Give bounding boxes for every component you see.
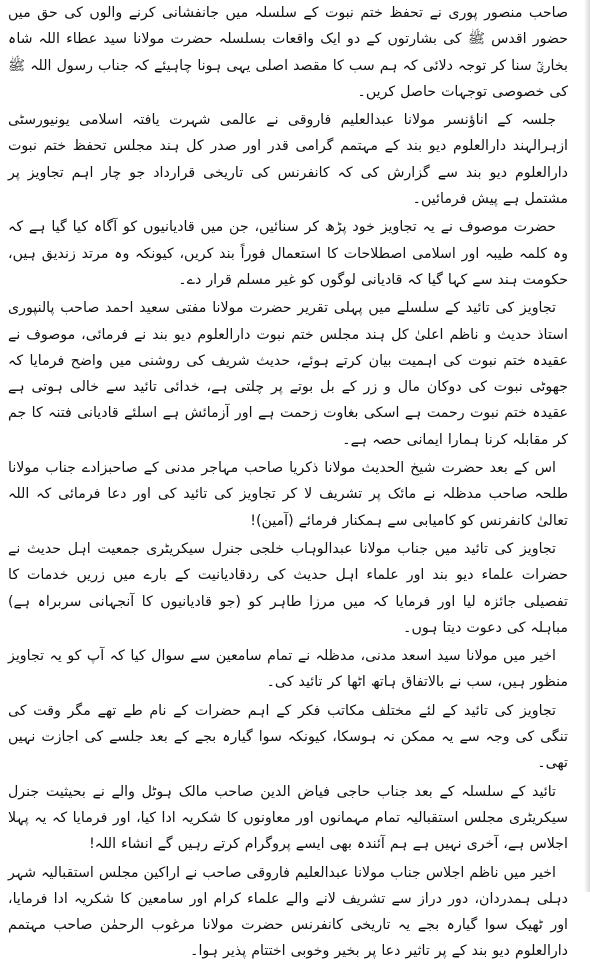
paragraph-3: حضرت موصوف نے یہ تجاویز خود پڑھ کر سنائیں، جن میں قادیانیوں کو آگاہ کیا گیا ہے کہ وہ کلمہ طیبہ اور اسلامی اصطلاحات کا استعمال فوراً بند کریں، کیونکہ وہ مرتد زندیق ہیں، حکومت ہند سے کہا گیا کہ قادیانی لوگوں کو غیر مسلم قرار دے۔ xyxy=(8,219,568,288)
paragraph-10: اخیر میں ناظم اجلاس جناب مولانا عبدالعلیم فاروقی صاحب نے اراکین مجلس استقبالیہ شہر دہلی ہمدردان، دور دراز سے تشریف لانے والے علماء کرام اور سامعین کا شکریہ ادا فرمایا، اور ٹھیک سوا گیارہ بجے یہ تاریخی کانفرنس حضرت مولانا مرغوب الرحمٰن صاحب مہتمم دارالعلوم دیو بند کے پر تاثیر دعا پر بخیر وخوبی اختتام پذیر ہوا۔ xyxy=(8,864,568,960)
paragraph-6: تجاویز کی تائید میں جناب مولانا عبدالوہاب خلجی جنرل سیکریٹری جمعیت اہل حدیث نے حضرات علماء دیو بند اور علماء اہل حدیث کی ردقادیانیت کے بارے میں زریں خدمات کا تفصیلی جائزہ لیا اور فرمایا کہ میں مرزا طاہر کو (جو قادیانیوں کا آنجہانی سربراہ ہے) مباہلہ کی دعوت دیتا ہوں۔ xyxy=(8,540,568,636)
page-edge-shadow xyxy=(584,0,590,892)
paragraph-5: اس کے بعد حضرت شیخ الحدیث مولانا ذکریا صاحب مہاجر مدنی کے صاحبزادے جناب مولانا طلحہ صاحب مدظلہ نے مائک پر تشریف لا کر تجاویز کی تائید کی اور دعا فرمائی کہ اللہ تعالیٰ کانفرنس کو کامیابی سے ہمکنار فرمائے (آمین)! xyxy=(8,460,568,529)
paragraph-1: صاحب منصور پوری نے تحفظ ختم نبوت کے سلسلہ میں جانفشانی کرنے والوں کی حق میں حضور اقدس ﷺ کی بشارتوں کے دو ایک واقعات بسلسلہ حضرت مولانا سید عطاء اللہ شاہ بخاریؒ سنا کر توجہ دلائی کہ ہم سب کا مقصد اصلی یہی ہونا چاہیئے کہ جناب رسول اللہ ﷺ کی خصوصی توجہات حاصل کریں۔ xyxy=(8,5,568,100)
paragraph-8: تجاویز کی تائید کے لئے مختلف مکاتب فکر کے اہم حضرات کے نام طے تھے مگر وقت کی تنگی کی وجہ سے یہ ممکن نہ ہوسکا، کیونکہ سوا گیارہ بجے کے بعد جلسے کی اجازت نہیں تھی۔ xyxy=(8,702,568,772)
paragraph-4: تجاویز کی تائید کے سلسلے میں پہلی تقریر حضرت مولانا مفتی سعید احمد صاحب پالنپوری استاذ حدیث و ناظم اعلیٰ کل ہند مجلس ختم نبوت دارالعلوم دیو بند نے فرمائی، موصوف نے عقیدہ ختم نبوت کی اہمیت بیان کرتے ہوئے، حدیث شریف کی روشنی میں واضح فرمایا کہ جھوٹی نبوت کی دوکان مال و زر کے بل بوتے پر چلتی ہے، خدائی تائید سے خالی ہوتی ہے عقیدہ ختم نبوت رحمت ہے اسکی بغاوت زحمت ہے اور آزمائش ہے اسلئے قادیانی فتنہ کا جم کر مقابلہ کرنا ہمارا ایمانی حصہ ہے۔ xyxy=(8,300,568,448)
paragraph-7: اخیر میں مولانا سید اسعد مدنی، مدظلہ نے تمام سامعین سے سوال کیا کہ آپ کو یہ تجاویز منظور ہیں، سب نے بالاتفاق ہاتھ اٹھا کر تائید کی۔ xyxy=(8,648,568,691)
paragraph-2: جلسہ کے اناؤنسر مولانا عبدالعلیم فاروقی نے عالمی شہرت یافتہ اسلامی یونیورسٹی ازہرالہند دارالعلوم دیو بند کے مہتمم گرامی قدر اور صدر کل ہند مجلس تحفظ ختم نبوت دارالعلوم دیو بند سے گزارش کی کہ کانفرنس کی تاریخی قرارداد جو چار اہم تجاویز پر مشتمل ہے پیش فرمائیں۔ xyxy=(8,112,568,208)
article-body xyxy=(8,0,578,965)
paragraph-9: تائید کے سلسلہ کے بعد جناب حاجی فیاض الدین صاحب مالک ہوٹل والے نے بحیثیت جنرل سیکریٹری مجلس استقبالیہ تمام مہمانوں اور معاونوں کا شکریہ ادا کیا، اور فرمایا کہ یہ پہلا اجلاس ہے، آخری نہیں ہے ہم آئندہ بھی ایسے پروگرام کرتے رہیں گے انشاء اللہ! xyxy=(8,783,568,853)
